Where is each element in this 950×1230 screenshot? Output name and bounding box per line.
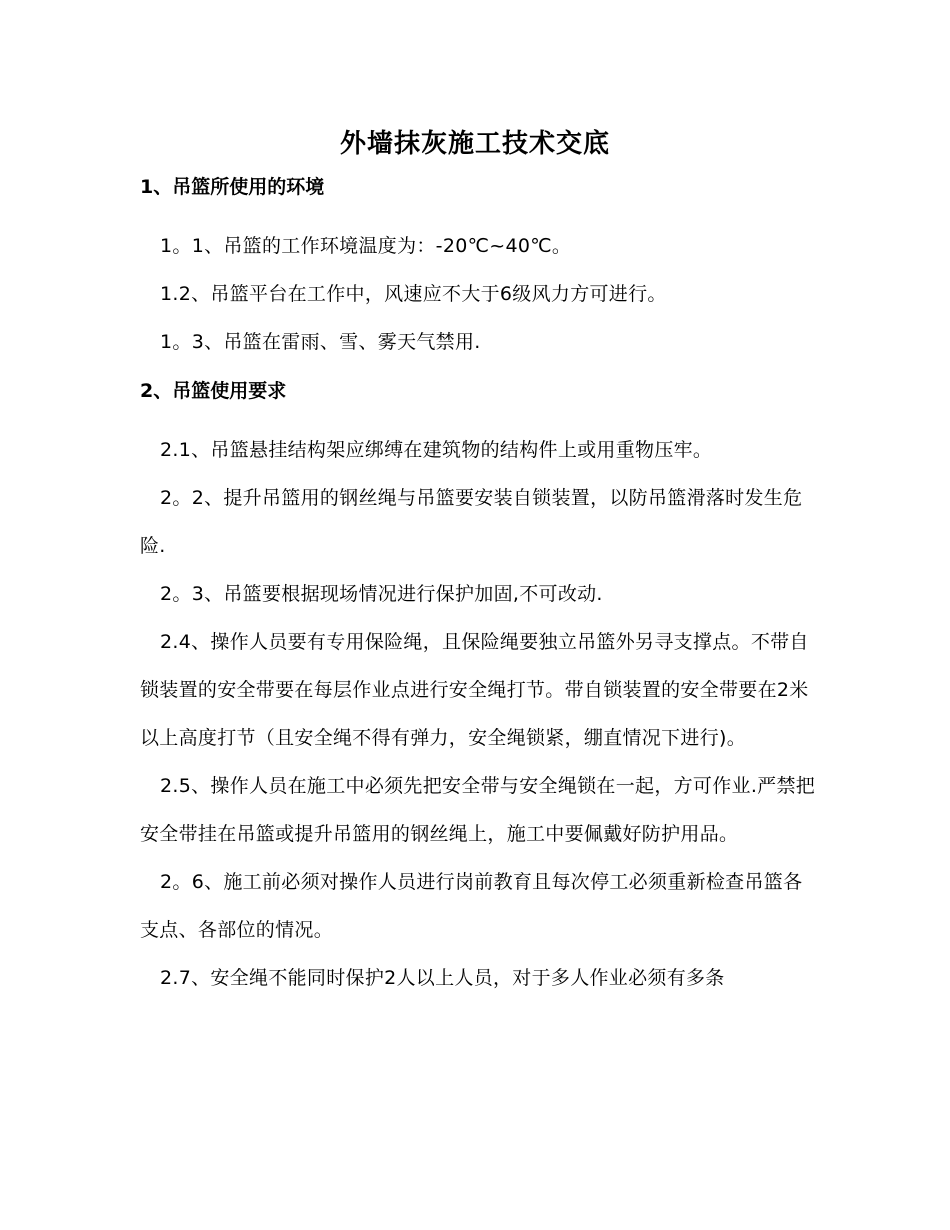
paragraph: 2.1、吊篮悬挂结构架应绑缚在建筑物的结构件上或用重物压牢。	[160, 439, 713, 461]
paragraph: 2。3、吊篮要根据现场情况进行保护加固,不可改动.	[160, 583, 603, 605]
section-heading: 2、吊篮使用要求	[140, 380, 287, 402]
paragraph: 2.4、操作人员要有专用保险绳，且保险绳要独立吊篮外另寻支撑点。不带自锁装置的安全带要在每层作业点进行安全绳打节。带自锁装置的安全带要在2米以上高度打节（且安全绳不得有弹力，安全绳锁紧，绷直情况下进行)。	[140, 631, 809, 749]
paragraph: 1.2、吊篮平台在工作中，风速应不大于6级风力方可进行。	[160, 283, 667, 305]
document-body	[140, 174, 820, 1002]
paragraph: 1。1、吊篮的工作环境温度为：-20℃~40℃。	[160, 235, 572, 257]
paragraph: 1。3、吊篮在雷雨、雪、雾天气禁用.	[160, 331, 481, 353]
section-heading: 1、吊篮所使用的环境	[140, 176, 325, 198]
paragraph: 2.7、安全绳不能同时保护2人以上人员，对于多人作业必须有多条	[160, 967, 725, 989]
section-environment	[140, 174, 820, 366]
paragraph: 2.5、操作人员在施工中必须先把安全带与安全绳锁在一起，方可作业.严禁把安全带挂在吊篮或提升吊篮用的钢丝绳上，施工中要佩戴好防护用品。	[140, 775, 816, 845]
section-usage-requirements	[140, 378, 820, 1002]
document-title: 外墙抹灰施工技术交底	[339, 129, 610, 159]
paragraph: 2。2、提升吊篮用的钢丝绳与吊篮要安装自锁装置，以防吊篮滑落时发生危险.	[140, 487, 803, 557]
paragraph: 2。6、施工前必须对操作人员进行岗前教育且每次停工必须重新检查吊篮各支点、各部位的情况。	[140, 871, 803, 941]
